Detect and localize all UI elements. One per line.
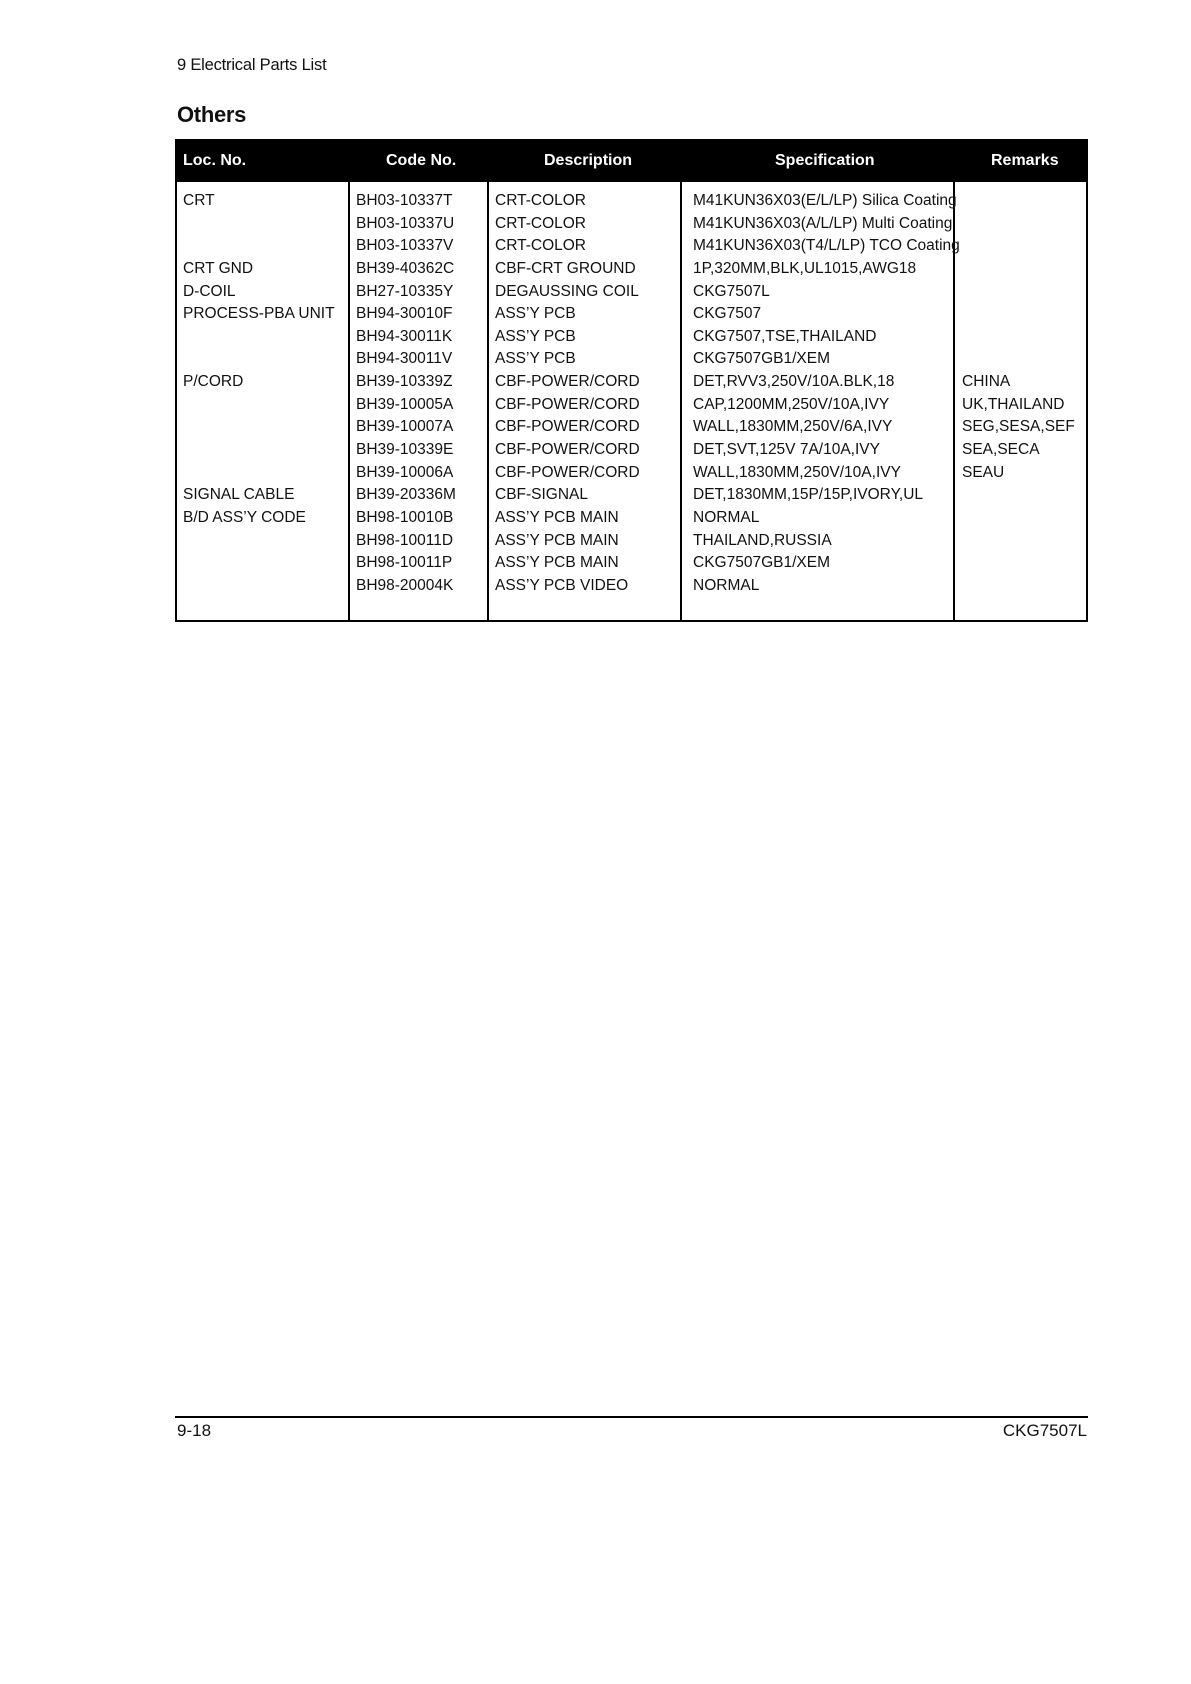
cell-specification: THAILAND,RUSSIA: [693, 531, 832, 549]
cell-description: CBF-POWER/CORD: [495, 395, 640, 413]
cell-remarks: [962, 235, 1075, 258]
cell-loc-no: P/CORD: [183, 373, 244, 391]
cell-remarks: [962, 575, 1075, 598]
cell-specification: DET,1830MM,15P/15P,IVORY,UL: [693, 486, 924, 504]
cell-loc-no: D-COIL: [183, 282, 236, 300]
cell-description: CBF-SIGNAL: [495, 486, 589, 504]
cell-specification: CKG7507L: [693, 282, 770, 300]
cell-remarks: UK,THAILAND: [962, 395, 1065, 413]
cell-remarks: [962, 530, 1075, 553]
cell-loc-no: [183, 575, 335, 598]
cell-description: CBF-POWER/CORD: [495, 463, 640, 481]
page-header-title: 9 Electrical Parts List: [177, 56, 327, 74]
cell-remarks: [962, 258, 1075, 281]
cell-code-no: BH39-40362C: [356, 259, 455, 277]
cell-description: CRT-COLOR: [495, 192, 587, 209]
cell-code-no: BH39-10007A: [356, 418, 454, 436]
column-header-specification: Specification: [775, 152, 875, 169]
cell-code-no: BH39-10339Z: [356, 373, 453, 391]
cell-specification: CKG7507,TSE,THAILAND: [693, 327, 877, 345]
column-divider: [680, 182, 682, 622]
cell-remarks: [962, 552, 1075, 575]
cell-description: ASS’Y PCB MAIN: [495, 508, 619, 526]
cell-loc-no: [183, 462, 335, 485]
column-divider: [348, 182, 350, 622]
column-header-description: Description: [544, 152, 633, 169]
cell-loc-no: PROCESS-PBA UNIT: [183, 305, 335, 323]
cell-code-no: BH39-10005A: [356, 395, 454, 413]
column-description: [495, 190, 640, 598]
cell-specification: 1P,320MM,BLK,UL1015,AWG18: [693, 259, 917, 277]
cell-code-no: BH94-30011V: [356, 350, 453, 368]
cell-specification: CAP,1200MM,250V/10A,IVY: [693, 395, 890, 413]
cell-description: ASS’Y PCB VIDEO: [495, 576, 629, 594]
cell-code-no: BH03-10337T: [356, 192, 453, 209]
cell-loc-no: B/D ASS’Y CODE: [183, 508, 306, 526]
cell-loc-no: [183, 394, 335, 417]
cell-loc-no: [183, 530, 335, 553]
cell-description: ASS’Y PCB MAIN: [495, 531, 619, 549]
cell-description: CBF-CRT GROUND: [495, 259, 636, 277]
cell-specification: M41KUN36X03(T4/L/LP) TCO Coating: [693, 237, 960, 255]
cell-specification: WALL,1830MM,250V/6A,IVY: [693, 418, 893, 436]
cell-loc-no: [183, 213, 335, 236]
cell-remarks: [962, 484, 1075, 507]
cell-description: CRT-COLOR: [495, 214, 587, 232]
cell-remarks: [962, 190, 1075, 213]
column-header-code-no: Code No.: [386, 152, 457, 169]
page-number: 9-18: [177, 1421, 212, 1440]
section-title: Others: [177, 102, 247, 127]
cell-code-no: BH94-30011K: [356, 327, 453, 345]
cell-description: CBF-POWER/CORD: [495, 373, 640, 391]
cell-specification: CKG7507: [693, 305, 762, 323]
cell-code-no: BH03-10337V: [356, 237, 454, 255]
cell-remarks: CHINA: [962, 373, 1011, 391]
cell-remarks: [962, 281, 1075, 304]
column-loc-no: [183, 190, 335, 598]
cell-description: CRT-COLOR: [495, 237, 587, 255]
cell-specification: NORMAL: [693, 576, 760, 594]
cell-loc-no: [183, 439, 335, 462]
column-header-loc-no: Loc. No.: [183, 152, 247, 169]
cell-description: ASS’Y PCB: [495, 350, 576, 368]
cell-remarks: [962, 348, 1075, 371]
cell-description: ASS’Y PCB: [495, 327, 576, 345]
cell-code-no: BH03-10337U: [356, 214, 455, 232]
cell-specification: NORMAL: [693, 508, 760, 526]
cell-loc-no: [183, 552, 335, 575]
cell-loc-no: [183, 235, 335, 258]
cell-code-no: BH98-10010B: [356, 508, 454, 526]
footer-divider: [175, 1416, 1088, 1418]
cell-remarks: [962, 303, 1075, 326]
cell-remarks: SEAU: [962, 463, 1005, 481]
column-specification: [693, 190, 960, 598]
cell-description: CBF-POWER/CORD: [495, 441, 640, 459]
cell-loc-no: CRT: [183, 192, 215, 209]
cell-specification: WALL,1830MM,250V/10A,IVY: [693, 463, 901, 481]
cell-description: ASS’Y PCB: [495, 305, 576, 323]
cell-description: ASS’Y PCB MAIN: [495, 554, 619, 572]
cell-specification: M41KUN36X03(E/L/LP) Silica Coating: [693, 192, 957, 209]
cell-remarks: SEG,SESA,SEF: [962, 418, 1075, 436]
cell-code-no: BH94-30010F: [356, 305, 453, 323]
cell-code-no: BH98-10011P: [356, 554, 453, 572]
cell-specification: CKG7507GB1/XEM: [693, 554, 830, 572]
column-header-remarks: Remarks: [991, 152, 1059, 169]
cell-loc-no: [183, 348, 335, 371]
column-divider: [487, 182, 489, 622]
cell-remarks: [962, 507, 1075, 530]
cell-remarks: SEA,SECA: [962, 441, 1040, 459]
cell-loc-no: [183, 326, 335, 349]
column-code-no: [356, 190, 456, 598]
model-number: CKG7507L: [1002, 1421, 1087, 1440]
cell-code-no: BH39-20336M: [356, 486, 456, 504]
cell-specification: DET,SVT,125V 7A/10A,IVY: [693, 441, 880, 459]
table-header: [177, 141, 1086, 182]
cell-code-no: BH98-10011D: [356, 531, 454, 549]
cell-specification: CKG7507GB1/XEM: [693, 350, 830, 368]
cell-code-no: BH27-10335Y: [356, 282, 454, 300]
cell-loc-no: CRT GND: [183, 259, 254, 277]
cell-description: DEGAUSSING COIL: [495, 282, 639, 300]
cell-remarks: [962, 213, 1075, 236]
cell-description: CBF-POWER/CORD: [495, 418, 640, 436]
parts-table: [175, 139, 1088, 622]
cell-code-no: BH39-10006A: [356, 463, 454, 481]
cell-code-no: BH39-10339E: [356, 441, 454, 459]
cell-code-no: BH98-20004K: [356, 576, 454, 594]
cell-specification: DET,RVV3,250V/10A.BLK,18: [693, 373, 895, 391]
cell-loc-no: SIGNAL CABLE: [183, 486, 295, 504]
cell-loc-no: [183, 416, 335, 439]
cell-specification: M41KUN36X03(A/L/LP) Multi Coating: [693, 214, 953, 232]
column-remarks: [962, 190, 1075, 598]
cell-remarks: [962, 326, 1075, 349]
